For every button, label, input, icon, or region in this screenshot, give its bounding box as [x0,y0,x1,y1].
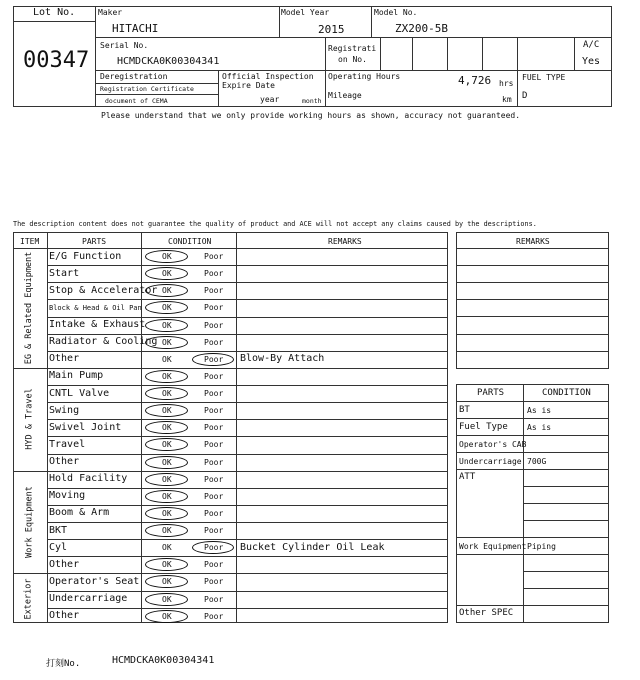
poor-option: Poor [204,337,224,347]
poor-option: Poor [204,303,224,313]
group-label: EG & Related Equipment [24,251,34,365]
ok-option: OK [162,303,172,313]
working-hours-note: Please understand that we only provide working hours as shown, accuracy not guaranteed. [101,111,521,120]
document-cema-label: document of CEMA [105,97,168,105]
poor-option: Poor [204,526,224,536]
serial-value: HCMDCKA0K00304341 [117,56,220,67]
model-no-label: Model No. [374,8,418,17]
month-label: month [302,97,322,105]
spec-other-label: Other SPEC [459,608,514,618]
fuel-type-value: D [522,91,528,101]
registration-label-1: Registrati [328,44,377,53]
condition-circle [145,507,188,520]
disclaimer: The description content does not guarantee the quality of product and ACE will not accept any claims caused by the descriptions. [13,220,537,228]
maker-label: Maker [98,8,123,17]
ok-option: OK [162,457,172,467]
ok-option: OK [162,440,172,450]
part-label: Operator's Seat [49,575,140,587]
ok-option: OK [162,474,172,484]
condition-circle [145,456,188,469]
condition-circle [145,593,188,606]
ok-option: OK [162,491,172,501]
condition-circle [145,524,188,537]
poor-option: Poor [204,474,224,484]
model-no-value: ZX200-5B [395,22,448,35]
ok-option: OK [162,560,172,570]
poor-option: Poor [204,457,224,467]
operating-hours-label: Operating Hours [328,72,401,81]
part-label: CNTL Valve [49,387,110,399]
spec-att-label: ATT [459,472,476,482]
ok-option: OK [162,320,172,330]
part-label: Stop & Accelerator [49,284,158,296]
condition-circle [192,353,234,366]
col-parts: PARTS [82,237,107,246]
deregistration-label: Deregistration [100,72,168,81]
spec-cab-label: Operator's CAB [459,440,527,449]
ok-option: OK [162,577,172,587]
ok-option: OK [162,269,172,279]
col-remarks: REMARKS [328,237,362,246]
footer-stamp-value: HCMDCKA0K00304341 [112,655,215,666]
right-remarks-box [456,232,609,369]
condition-circle [145,370,188,383]
hrs-label: hrs [499,79,514,88]
part-label: Radiator & Cooling [49,336,158,348]
part-label: Hold Facility [49,473,128,485]
fuel-type-label: FUEL TYPE [522,73,566,82]
ok-option: OK [162,371,172,381]
ok-option: OK [162,611,172,621]
part-label: E/G Function [49,250,122,262]
col-condition: CONDITION [168,237,212,246]
part-label: BKT [49,524,68,536]
condition-circle [145,473,188,486]
part-label: Start [49,267,80,279]
model-year-label: Model Year [281,8,330,17]
official-inspection-label-1: Official Inspection [222,72,314,81]
model-year-value: 2015 [318,23,345,36]
lot-label: Lot No. [33,7,76,18]
year-label: year [260,95,280,104]
spec-fuel-value: As is [527,423,552,432]
ac-label: A/C [583,40,600,50]
condition-circle [145,610,188,623]
spec-condition-header: CONDITION [542,388,591,398]
official-inspection-label-2: Expire Date [222,81,275,90]
mileage-label: Mileage [328,91,362,100]
poor-option: Poor [204,577,224,587]
ok-option: OK [162,543,172,553]
poor-option: Poor [204,320,224,330]
part-label: Main Pump [49,370,104,382]
spec-undercarriage-value: 700G [527,457,547,466]
condition-circle [145,490,188,503]
condition-circle [145,250,188,263]
part-label: Other [49,353,80,365]
spec-undercarriage-label: Undercarriage [459,457,522,466]
operating-hours-value: 4,726 [458,74,492,87]
spec-work-label: Work Equipment [459,542,527,551]
condition-circle [145,319,188,332]
ok-option: OK [162,337,172,347]
poor-option: Poor [204,594,224,604]
group-label: Exterior [23,578,34,620]
ok-option: OK [162,286,172,296]
poor-option: Poor [204,440,224,450]
part-label: Swing [49,404,80,416]
part-label: Travel [49,438,86,450]
footer-stamp-label: 打刻No. [46,659,81,669]
condition-circle [145,336,188,349]
poor-option: Poor [204,371,224,381]
ok-option: OK [162,252,172,261]
poor-option: Poor [204,286,224,296]
maker-value: HITACHI [112,22,159,35]
spec-parts-header: PARTS [477,388,505,398]
poor-option: Poor [204,354,224,364]
part-label: Other [49,610,80,622]
poor-option: Poor [204,560,224,570]
part-label: Other [49,558,80,570]
poor-option: Poor [204,389,224,399]
col-remarks-right: REMARKS [516,237,550,246]
registration-certificate-label: Registration Certificate [100,85,194,93]
col-item: ITEM [20,237,40,246]
part-label: Cyl [49,541,68,553]
part-label: Moving [49,490,86,502]
part-label: Block & Head & Oil Pan [49,304,142,313]
poor-option: Poor [204,252,224,261]
poor-option: Poor [204,611,224,621]
ok-option: OK [162,389,172,399]
ok-option: OK [162,406,172,416]
ac-value: Yes [582,56,601,67]
serial-label: Serial No. [100,41,149,50]
remark-text: Bucket Cylinder Oil Leak [240,541,385,553]
part-label: Boom & Arm [49,507,110,519]
spec-work-value: Piping [527,542,556,551]
ok-option: OK [162,526,172,536]
condition-circle [145,387,188,400]
ok-option: OK [162,508,172,518]
part-label: Other [49,456,80,468]
part-label: Undercarriage [49,593,128,605]
ok-option: OK [162,354,172,364]
poor-option: Poor [204,423,224,433]
ok-option: OK [162,423,172,433]
group-label: Work Equipment [24,486,35,558]
poor-option: Poor [204,508,224,518]
remark-text: Blow-By Attach [240,353,325,365]
spec-bt-label: BT [459,405,470,415]
poor-option: Poor [204,491,224,501]
poor-option: Poor [204,406,224,416]
spec-bt-value: As is [527,406,552,415]
part-label: Swivel Joint [49,421,122,433]
lot-number: 00347 [23,48,90,73]
group-label: HYD & Travel [24,388,35,451]
registration-label-2: on No. [338,55,367,64]
poor-option: Poor [204,269,224,279]
poor-option: Poor [204,543,224,553]
spec-fuel-label: Fuel Type [459,422,508,432]
km-label: km [502,95,512,104]
part-label: Intake & Exhaust [49,319,146,331]
ok-option: OK [162,594,172,604]
